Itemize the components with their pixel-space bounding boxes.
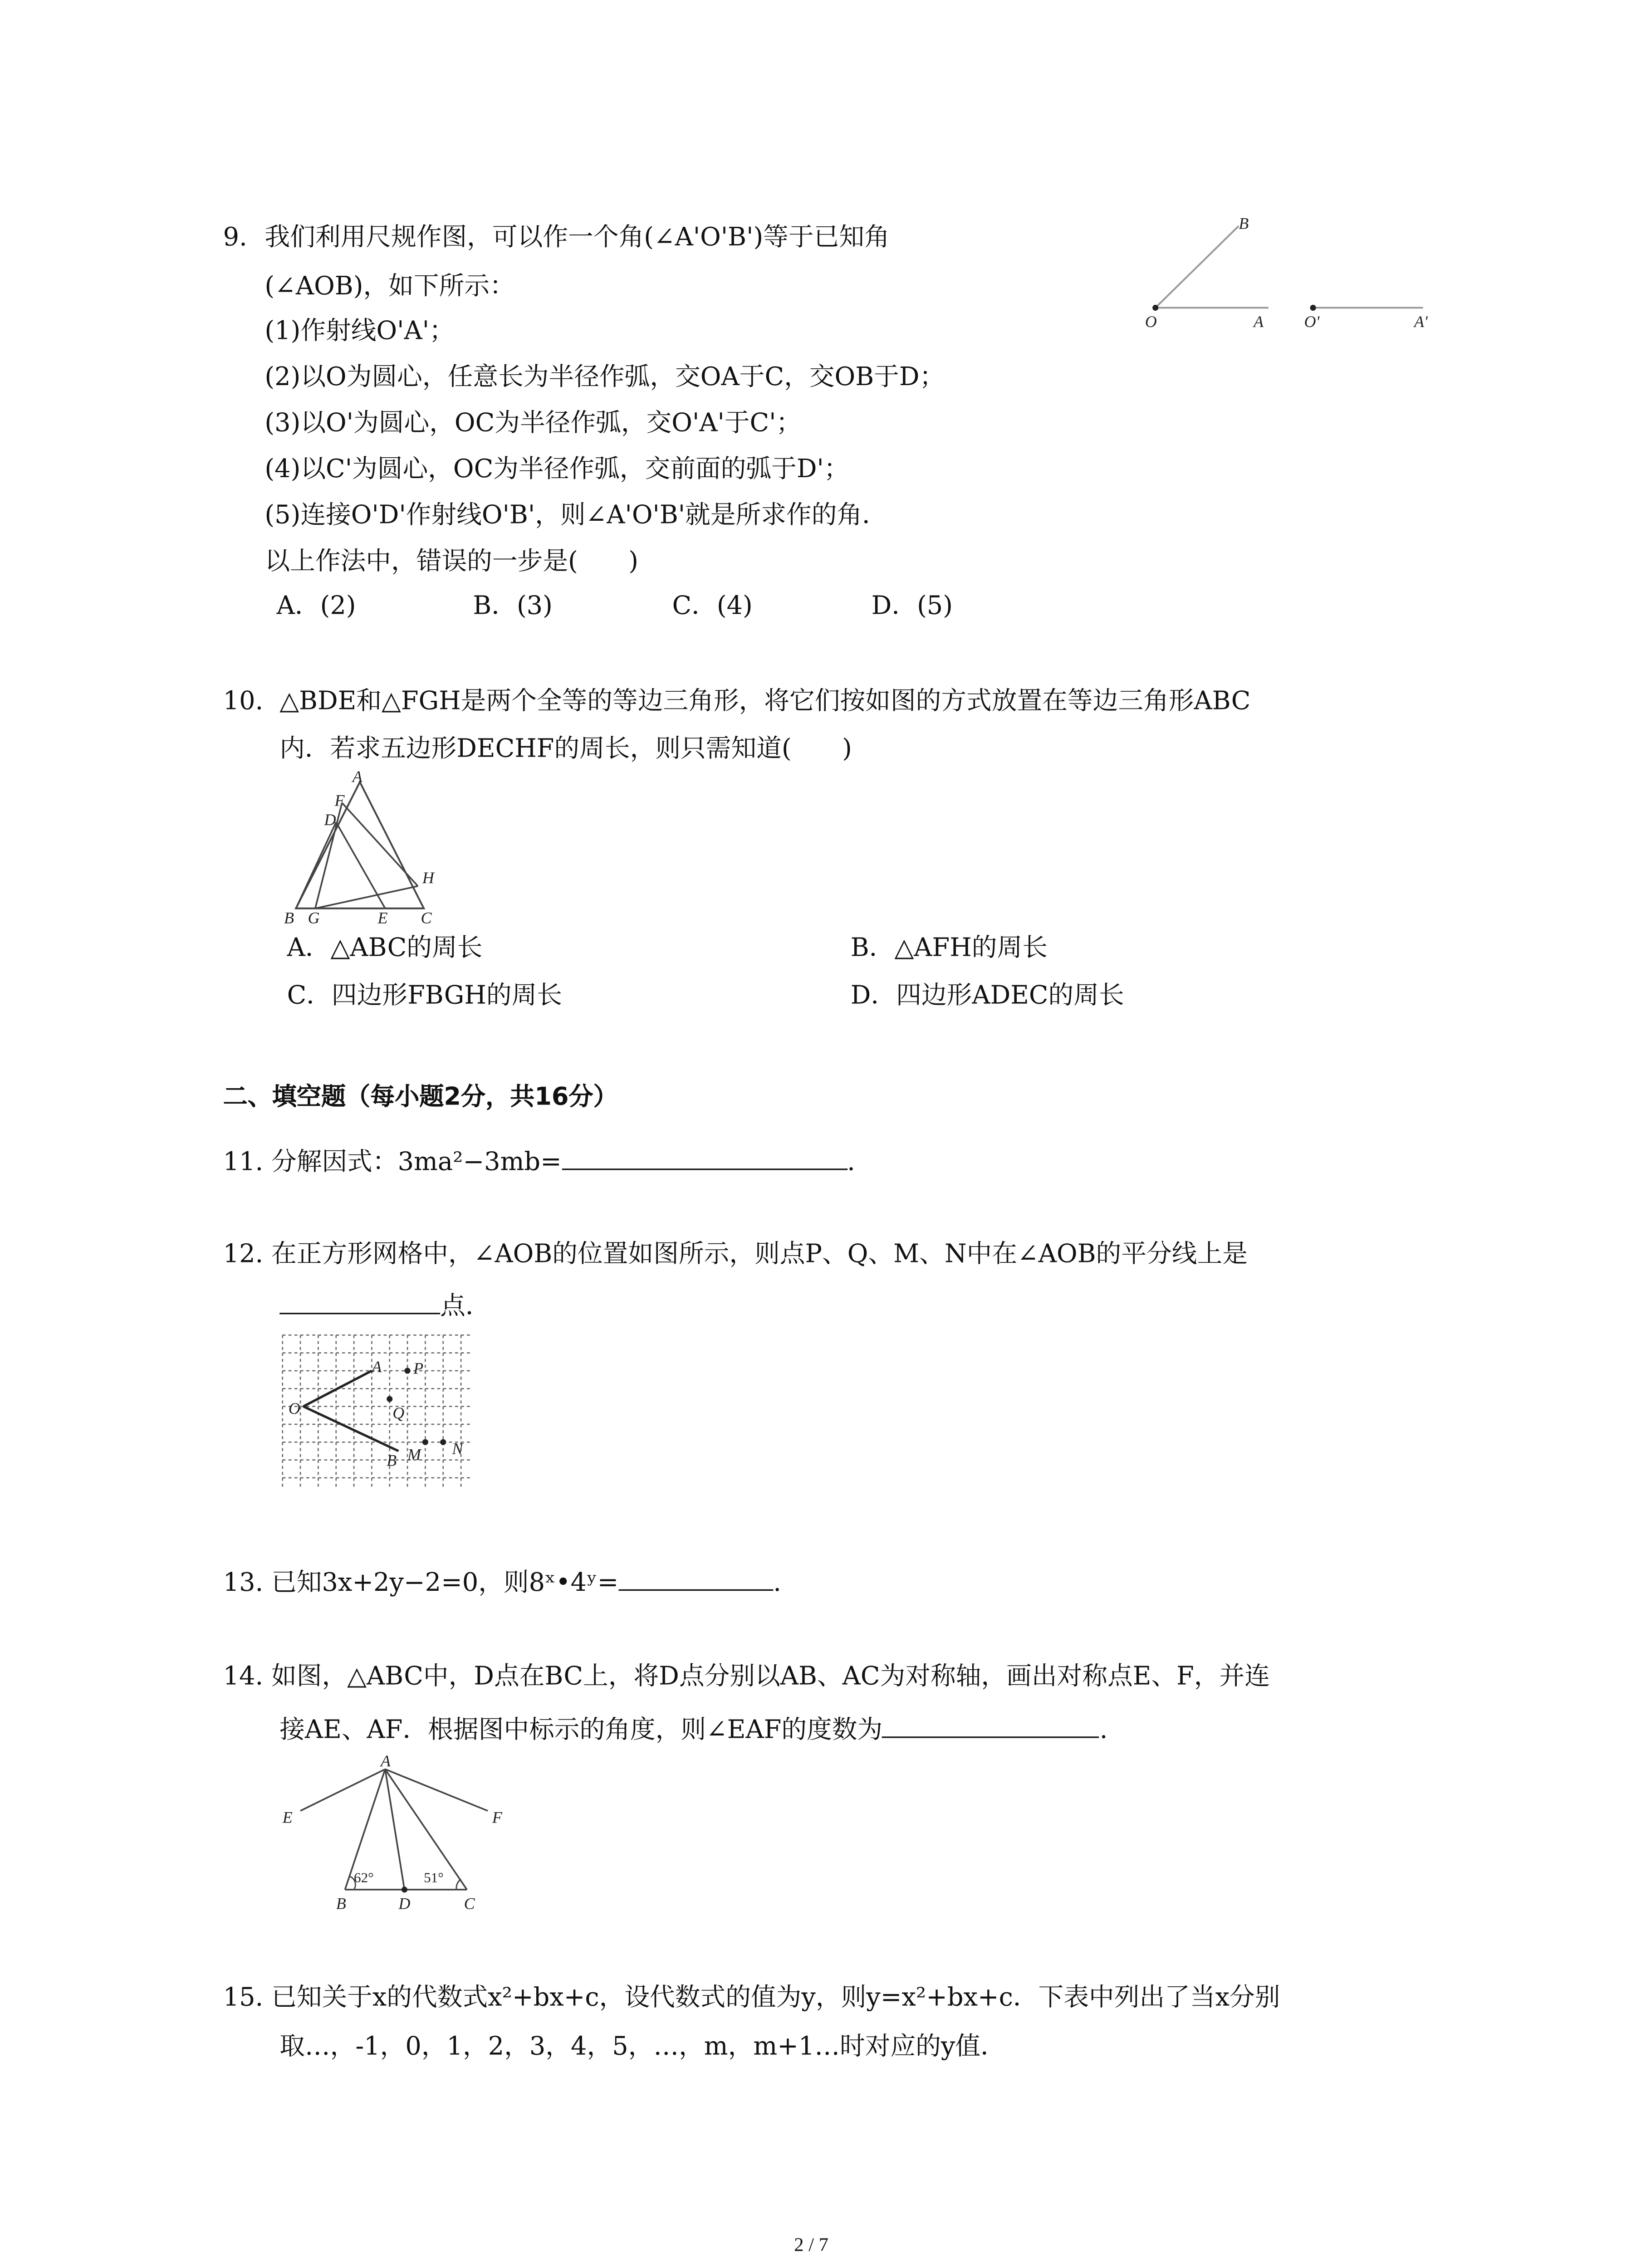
q12-answer-blank[interactable] xyxy=(279,1289,440,1315)
q12-label-b: B xyxy=(387,1451,397,1470)
q15-number: 15. xyxy=(223,1983,264,2013)
q14-label-b: B xyxy=(336,1894,346,1913)
q13-end: . xyxy=(773,1568,781,1598)
page-number: 2 / 7 xyxy=(794,2233,829,2256)
q11-text: 分解因式：3ma²−3mb= xyxy=(271,1148,562,1178)
q10-label-f: F xyxy=(334,791,345,810)
q9-option-d: D．(5) xyxy=(871,591,953,622)
q9-line-2: (∠AOB)，如下所示： xyxy=(265,272,515,302)
q14-label-c: C xyxy=(464,1894,475,1913)
q10-label-e: E xyxy=(377,909,388,926)
q12-label-o: O xyxy=(288,1399,300,1418)
q11-number: 11. xyxy=(223,1148,264,1178)
q9-option-b: B．(3) xyxy=(473,591,553,622)
q13-number: 13. xyxy=(223,1568,264,1598)
q10-label-d: D xyxy=(324,811,336,829)
q10-label-b: B xyxy=(284,909,294,926)
q11-answer-blank[interactable] xyxy=(562,1145,847,1170)
q9-line-7: (5)连接O'D'作射线O'B'，则∠A'O'B'就是所求作的角． xyxy=(265,501,887,531)
q10-label-c: C xyxy=(421,909,432,926)
q12-text: 在正方形网格中，∠AOB的位置如图所示，则点P、Q、M、N中在∠AOB的平分线上是 xyxy=(271,1240,1248,1270)
q9-line-8: 以上作法中，错误的一步是( ) xyxy=(265,547,638,577)
q9-label-a: A xyxy=(1254,313,1264,331)
q10-line-1: △BDE和△FGH是两个全等的等边三角形，将它们按如图的方式放置在等边三角形ABC xyxy=(279,687,1251,717)
q14-angle-51: 51° xyxy=(424,1869,444,1886)
q11-line xyxy=(223,1145,855,1178)
q9-label-o: O xyxy=(1145,313,1157,331)
q12-label-a: A xyxy=(372,1358,382,1376)
q14-triangle-figure xyxy=(277,1751,514,1915)
q10-option-b: B．△AFH的周长 xyxy=(850,934,1048,963)
q9-line-4: (2)以O为圆心，任意长为半径作弧，交OA于C，交OB于D； xyxy=(265,362,945,393)
q10-label-a: A xyxy=(352,770,362,786)
q10-label-g: G xyxy=(308,909,320,926)
q9-line-6: (4)以C'为圆心，OC为半径作弧，交前面的弧于D'； xyxy=(265,455,849,485)
section-heading: 二、填空题（每小题2分，共16分） xyxy=(223,1082,618,1111)
q13-line xyxy=(223,1565,781,1598)
q9-line-5: (3)以O'为圆心，OC为半径作弧，交O'A'于C'； xyxy=(265,409,802,439)
q10-option-a: A．△ABC的周长 xyxy=(287,934,483,963)
q14-label-e: E xyxy=(282,1808,293,1827)
q14-line-2 xyxy=(279,1713,1107,1745)
q14-label-f: F xyxy=(492,1808,502,1827)
q15-text-1: 已知关于x的代数式x²+bx+c，设代数式的值为y，则y=x²+bx+c．下表中列出了当x分别 xyxy=(271,1983,1280,2013)
q9-number: 9. xyxy=(223,223,247,253)
q9-angle-figure xyxy=(1137,208,1450,342)
q14-text-1: 如图，△ABC中，D点在BC上，将D点分别以AB、AC为对称轴，画出对称点E、F，并连 xyxy=(271,1662,1270,1692)
q14-line-1 xyxy=(223,1662,1270,1692)
q10-triangle-figure xyxy=(275,770,446,926)
q14-end: . xyxy=(1099,1716,1108,1745)
q14-label-a: A xyxy=(381,1751,391,1770)
q13-text: 已知3x+2y−2=0，则8ˣ•4ʸ= xyxy=(271,1568,619,1598)
q11-end: . xyxy=(847,1148,855,1178)
q12-line-2 xyxy=(279,1289,490,1322)
q10-line-2: 内．若求五边形DECHF的周长，则只需知道( ) xyxy=(279,734,852,764)
q12-end: 点． xyxy=(440,1292,491,1322)
q9-label-o-prime: O' xyxy=(1304,313,1320,331)
q12-number: 12. xyxy=(223,1240,264,1270)
q14-angle-62: 62° xyxy=(354,1869,374,1886)
q9-option-c: C．(4) xyxy=(672,591,753,622)
q15-line-2: 取…，-1，0，1，2，3，4，5，…，m，m+1…时对应的y值． xyxy=(279,2032,1006,2063)
q12-label-m: M xyxy=(407,1445,421,1464)
q10-option-c: C．四边形FBGH的周长 xyxy=(287,981,563,1011)
q9-line-1: 我们利用尺规作图，可以作一个角(∠A'O'B')等于已知角 xyxy=(265,223,890,253)
q14-answer-blank[interactable] xyxy=(882,1713,1100,1738)
q12-label-q: Q xyxy=(392,1403,405,1422)
q14-label-d: D xyxy=(398,1894,411,1913)
q14-number: 14. xyxy=(223,1662,264,1692)
q12-grid-figure xyxy=(279,1332,476,1490)
q12-label-n: N xyxy=(452,1439,463,1458)
q12-label-p: P xyxy=(413,1359,424,1378)
q9-label-a-prime: A' xyxy=(1414,313,1428,331)
q15-line-1 xyxy=(223,1983,1280,2013)
q14-text-2: 接AE、AF．根据图中标示的角度，则∠EAF的度数为 xyxy=(279,1716,883,1745)
q10-label-h: H xyxy=(422,868,434,887)
q9-line-3: (1)作射线O'A'； xyxy=(265,317,455,347)
q10-number: 10. xyxy=(223,687,264,717)
q12-line-1 xyxy=(223,1240,1248,1270)
q9-label-b: B xyxy=(1239,214,1249,233)
q13-answer-blank[interactable] xyxy=(618,1565,773,1591)
q10-option-d: D．四边形ADEC的周长 xyxy=(850,981,1124,1011)
q9-option-a: A．(2) xyxy=(276,591,356,622)
